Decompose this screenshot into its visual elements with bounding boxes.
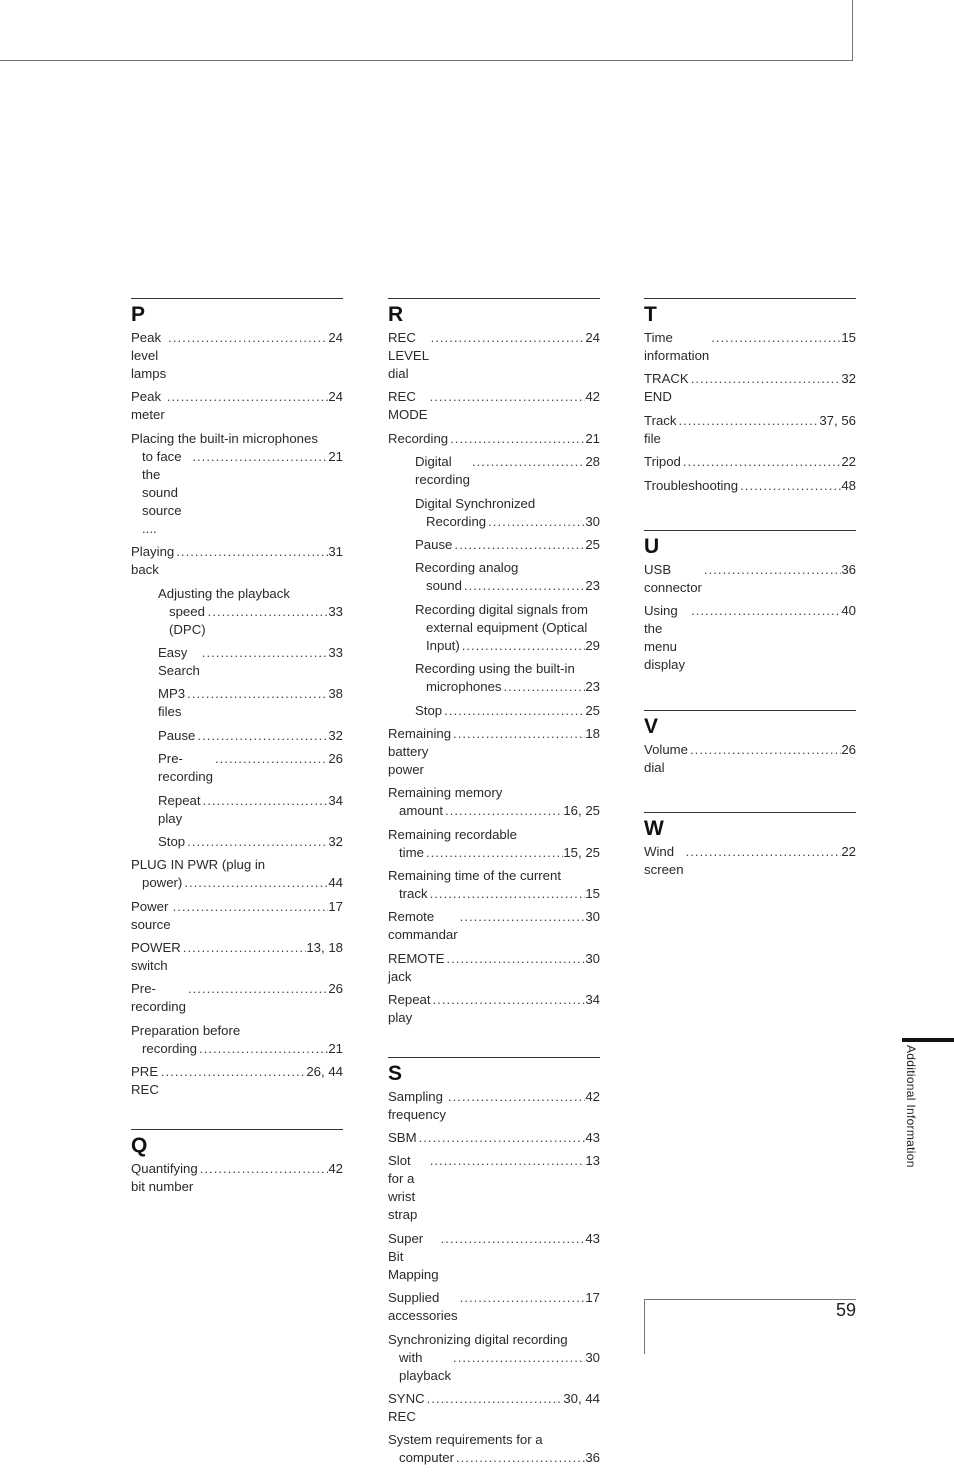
entry-term: Playing back <box>131 544 175 578</box>
dot-leader <box>190 448 328 466</box>
entry-term: REC LEVEL dial <box>388 330 429 381</box>
index-entry <box>131 388 343 424</box>
dot-leader <box>159 1063 306 1081</box>
entry-pages: 42 <box>585 389 600 405</box>
entry-last-line <box>415 678 600 696</box>
index-entry <box>388 1230 600 1284</box>
entry-list <box>644 741 856 777</box>
entry-pages: 18 <box>585 725 600 741</box>
entry-term: Volume dial <box>644 741 688 775</box>
entry-text-block <box>388 867 600 903</box>
index-entry <box>131 644 343 680</box>
page-number: 59 <box>835 1300 856 1320</box>
index-section-q <box>131 1129 343 1196</box>
entry-pages: 21 <box>585 430 600 446</box>
index-entry <box>131 1063 343 1099</box>
index-entry <box>388 725 600 779</box>
dot-leader <box>689 602 841 620</box>
entry-term: Digital recording <box>415 454 470 488</box>
entry-term-continued: microphones <box>426 679 502 695</box>
index-entry <box>388 329 600 383</box>
entry-pages: 38 <box>328 686 343 702</box>
dot-leader <box>428 885 586 903</box>
entry-term-continued: track <box>399 886 428 902</box>
entry-pages: 28 <box>585 454 600 470</box>
entry-last-line <box>415 513 600 531</box>
entry-term: Pre-recording <box>131 981 186 1015</box>
index-entry <box>388 991 600 1027</box>
entry-term: POWER switch <box>131 940 181 974</box>
dot-leader <box>439 1230 586 1248</box>
entry-term: Recording <box>388 430 449 446</box>
dot-leader <box>451 725 585 743</box>
entry-term: Stop <box>415 702 443 718</box>
entry-term: SBM <box>388 1130 417 1146</box>
entry-term: Slot for a wrist strap <box>388 1153 418 1223</box>
entry-last-line <box>388 885 600 903</box>
index-entry <box>131 898 343 934</box>
index-column-3 <box>644 298 856 885</box>
dot-leader <box>181 939 307 957</box>
dot-leader <box>681 453 841 471</box>
entry-pages: 15 <box>841 330 856 345</box>
entry-term: Using the menu display <box>644 603 686 673</box>
dot-leader <box>429 329 586 347</box>
entry-term: Track file <box>644 412 677 446</box>
index-entry <box>644 741 856 777</box>
index-entry <box>131 727 343 745</box>
index-entry <box>388 388 600 424</box>
index-entry <box>131 585 343 639</box>
entry-last-line <box>388 844 600 862</box>
entry-term: Remaining time of the current <box>388 868 561 884</box>
dot-leader <box>451 1349 585 1367</box>
dot-leader <box>417 1129 586 1147</box>
entry-pages: 33 <box>328 644 343 660</box>
entry-pages: 26 <box>328 751 343 767</box>
entry-text-block <box>131 856 343 892</box>
section-letter: W <box>644 817 664 841</box>
index-entry <box>644 477 856 495</box>
entry-list <box>131 1160 343 1196</box>
entry-term: Synchronizing digital recording <box>388 1331 568 1347</box>
entry-term: Quantifying bit number <box>131 1160 198 1194</box>
entry-text-block <box>415 495 600 531</box>
entry-last-line <box>131 874 343 892</box>
entry-pages: 42 <box>585 1088 600 1104</box>
entry-pages: 21 <box>328 1040 343 1056</box>
entry-pages: 23 <box>585 578 600 594</box>
index-section-s <box>388 1057 600 1468</box>
index-entry <box>644 453 856 471</box>
entry-text-block <box>415 601 600 655</box>
entry-pages: 17 <box>585 1290 600 1306</box>
entry-term-continued: sound <box>426 578 462 594</box>
section-letter: V <box>644 714 659 738</box>
entry-pages: 30 <box>585 1349 600 1365</box>
entry-text-block <box>388 826 600 862</box>
index-entry <box>388 1088 600 1124</box>
entry-last-line <box>131 448 343 538</box>
entry-text-block <box>131 1022 343 1058</box>
entry-term: Time information <box>644 330 710 363</box>
index-entry <box>131 980 343 1016</box>
index-entry <box>131 329 343 383</box>
entry-pages: 31 <box>328 544 343 560</box>
entry-pages: 26 <box>841 741 856 757</box>
entry-list <box>644 561 856 674</box>
index-entry <box>388 908 600 944</box>
index-entry <box>388 495 600 531</box>
dot-leader <box>462 577 585 595</box>
entry-term: Power source <box>131 898 171 932</box>
entry-last-line <box>415 577 600 595</box>
index-entry <box>644 561 856 597</box>
entry-pages: 22 <box>841 454 856 470</box>
entry-term-continued: computer <box>399 1450 454 1466</box>
dot-leader <box>443 802 563 820</box>
dot-leader <box>458 908 586 926</box>
entry-text-block <box>131 430 343 538</box>
entry-pages: 13, 18 <box>306 940 343 956</box>
entry-term: REC MODE <box>388 389 428 423</box>
dot-leader <box>738 477 841 495</box>
dot-leader <box>425 1390 564 1408</box>
entry-term: Stop <box>158 833 186 849</box>
dot-leader <box>201 792 329 810</box>
entry-pages: 23 <box>585 679 600 695</box>
dot-leader <box>442 702 585 720</box>
entry-last-line <box>158 603 343 639</box>
entry-term: Repeat play <box>158 792 201 826</box>
entry-last-line <box>415 637 600 655</box>
dot-leader <box>165 388 329 406</box>
entry-term-continued: Input) <box>426 637 460 653</box>
entry-term: Sampling frequency <box>388 1088 446 1122</box>
index-entry <box>388 453 600 489</box>
index-entry <box>388 536 600 554</box>
entry-pages: 26, 44 <box>306 1064 343 1080</box>
dot-leader <box>688 741 841 759</box>
index-entry <box>644 329 856 365</box>
dot-leader <box>428 388 586 406</box>
entry-term: Easy Search <box>158 644 200 678</box>
index-entry <box>131 1160 343 1196</box>
entry-pages: 24 <box>328 330 343 345</box>
index-entry <box>388 1289 600 1325</box>
entry-pages: 21 <box>328 448 343 464</box>
entry-pages: 30 <box>585 909 600 925</box>
header-rule <box>0 60 853 61</box>
entry-term: Adjusting the playback <box>158 585 290 601</box>
dot-leader <box>182 874 328 892</box>
index-section-r <box>388 298 600 1027</box>
index-column-1 <box>131 298 343 1201</box>
section-letter: R <box>388 303 404 326</box>
entry-pages: 22 <box>841 844 856 860</box>
entry-pages: 37, 56 <box>819 412 856 428</box>
dot-leader <box>185 833 328 851</box>
entry-pages: 29 <box>585 637 600 653</box>
entry-term: PLUG IN PWR (plug in <box>131 857 266 873</box>
entry-pages: 24 <box>585 330 600 345</box>
entry-term-continued: with playback <box>399 1349 452 1383</box>
entry-term: Peak level lamps <box>131 330 167 381</box>
entry-term-continued: speed (DPC) <box>169 603 206 637</box>
entry-text-block <box>388 784 600 820</box>
entry-term: SYNC REC <box>388 1390 425 1424</box>
entry-pages: 48 <box>841 477 856 493</box>
index-entry <box>131 939 343 975</box>
index-section-t <box>644 298 856 495</box>
entry-term: Troubleshooting <box>644 477 739 493</box>
entry-term: Repeat play <box>388 992 431 1026</box>
entry-pages: 17 <box>328 898 343 914</box>
entry-term: PRE REC <box>131 1064 159 1098</box>
entry-term: Remaining memory <box>388 785 503 801</box>
entry-pages: 25 <box>585 702 600 718</box>
dot-leader <box>448 430 585 448</box>
dot-leader <box>213 750 328 768</box>
section-letter: Q <box>131 1133 148 1157</box>
entry-term-continued: recording <box>142 1040 197 1056</box>
index-entry <box>388 1331 600 1385</box>
index-entry <box>131 1022 343 1058</box>
entry-term: Peak meter <box>131 389 165 423</box>
entry-term: Preparation before <box>131 1022 241 1038</box>
dot-leader <box>452 536 585 554</box>
dot-leader <box>709 329 841 347</box>
entry-term: MP3 files <box>158 686 186 720</box>
index-entry <box>388 1390 600 1426</box>
index-entry <box>388 784 600 820</box>
side-tab-label: Additional Information <box>904 1045 918 1168</box>
entry-pages: 26 <box>328 981 343 997</box>
index-section-w <box>644 812 856 879</box>
entry-pages: 16, 25 <box>563 803 600 819</box>
index-column-2 <box>388 298 600 1473</box>
dot-leader <box>197 1040 328 1058</box>
section-letter: P <box>131 303 146 326</box>
entry-pages: 34 <box>328 792 343 808</box>
entry-pages: 36 <box>841 561 856 577</box>
dot-leader <box>684 843 842 861</box>
dot-leader <box>676 412 819 430</box>
entry-text-block <box>388 1431 600 1467</box>
entry-last-line <box>388 1449 600 1467</box>
entry-term: USB connector <box>644 561 702 595</box>
dot-leader <box>486 513 585 531</box>
entry-pages: 43 <box>585 1130 600 1146</box>
dot-leader <box>444 950 585 968</box>
entry-term-continued: power) <box>142 875 183 891</box>
entry-term-continued: external equipment (Optical <box>426 619 588 635</box>
entry-term: Recording using the built-in <box>415 661 575 677</box>
index-entry <box>388 1431 600 1467</box>
index-entry <box>388 950 600 986</box>
entry-term: Pause <box>415 536 453 552</box>
dot-leader <box>186 980 328 998</box>
side-tab-marker <box>902 1038 954 1042</box>
index-entry <box>388 1152 600 1224</box>
entry-pages: 34 <box>585 992 600 1008</box>
footer-corner-line <box>644 1299 645 1354</box>
entry-term: Recording analog <box>415 560 519 576</box>
index-entry <box>131 833 343 851</box>
entry-pages: 30 <box>585 513 600 529</box>
entry-pages: 44 <box>328 875 343 891</box>
index-entry <box>131 430 343 538</box>
dot-leader <box>428 1152 586 1170</box>
entry-pages: 36 <box>585 1450 600 1466</box>
dot-leader <box>454 1449 585 1467</box>
index-entry <box>131 543 343 579</box>
entry-term-continued: amount <box>399 803 443 819</box>
index-entry <box>388 601 600 655</box>
entry-term: REMOTE jack <box>388 950 445 984</box>
index-entry <box>388 430 600 448</box>
entry-last-line <box>131 1040 343 1058</box>
entry-pages: 32 <box>328 833 343 849</box>
entry-term: Pause <box>158 727 196 743</box>
dot-leader <box>502 678 586 696</box>
index-entry <box>131 685 343 721</box>
index-entry <box>131 856 343 892</box>
entry-pages: 43 <box>585 1230 600 1246</box>
entry-term: Remaining battery power <box>388 725 452 777</box>
dot-leader <box>174 543 328 561</box>
entry-pages: 30 <box>585 950 600 966</box>
entry-term: Wind screen <box>644 844 684 878</box>
entry-term: Placing the built-in microphones <box>131 430 318 446</box>
index-section-v <box>644 710 856 777</box>
entry-pages: 25 <box>585 536 600 552</box>
entry-term: Super Bit Mapping <box>388 1230 439 1282</box>
entry-term-continued: to face the sound source .... <box>142 448 182 536</box>
entry-term: Pre-recording <box>158 751 213 785</box>
index-entry <box>644 370 856 406</box>
section-letter: T <box>644 303 657 326</box>
index-entry <box>388 1129 600 1147</box>
entry-term: Digital Synchronized <box>415 495 536 511</box>
dot-leader <box>185 685 328 703</box>
entry-pages: 24 <box>328 389 343 405</box>
dot-leader <box>166 329 328 347</box>
entry-term: TRACK END <box>644 371 689 405</box>
entry-list <box>388 329 600 1027</box>
index-entry <box>131 750 343 786</box>
dot-leader <box>460 637 586 655</box>
entry-term-continued: Recording <box>426 513 487 529</box>
index-entry <box>388 867 600 903</box>
dot-leader <box>431 991 586 1009</box>
dot-leader <box>689 370 842 388</box>
entry-pages: 32 <box>841 371 856 387</box>
entry-term-continued: time <box>399 844 424 860</box>
dot-leader <box>458 1289 586 1307</box>
index-section-u <box>644 530 856 674</box>
dot-leader <box>446 1088 585 1106</box>
dot-leader <box>195 727 328 745</box>
entry-text-block <box>415 660 600 696</box>
entry-text-block <box>388 1331 600 1385</box>
index-entry <box>388 660 600 696</box>
index-entry <box>644 843 856 879</box>
dot-leader <box>702 561 841 579</box>
dot-leader <box>200 644 329 662</box>
entry-pages: 15 <box>585 886 600 902</box>
dot-leader <box>171 898 329 916</box>
entry-pages: 42 <box>328 1160 343 1176</box>
dot-leader <box>470 453 585 471</box>
index-entry <box>644 602 856 674</box>
entry-term: Remote commandar <box>388 909 458 943</box>
entry-text-block <box>415 559 600 595</box>
entry-list <box>131 329 343 1099</box>
entry-term: Supplied accessories <box>388 1290 458 1324</box>
index-entry <box>388 826 600 862</box>
entry-term: Tripod <box>644 454 681 470</box>
section-letter: U <box>644 534 660 558</box>
index-entry <box>388 559 600 595</box>
dot-leader <box>206 603 329 621</box>
entry-text-block <box>158 585 343 639</box>
dot-leader <box>424 844 563 862</box>
index-section-p <box>131 298 343 1099</box>
entry-term: System requirements for a <box>388 1432 543 1448</box>
entry-term: Recording digital signals from <box>415 601 588 617</box>
index-entry <box>388 702 600 720</box>
section-letter: S <box>388 1061 403 1085</box>
entry-last-line <box>388 802 600 820</box>
index-entry <box>131 792 343 828</box>
header-corner-line <box>852 0 853 61</box>
entry-pages: 32 <box>328 727 343 743</box>
entry-list <box>388 1088 600 1468</box>
entry-list <box>644 329 856 495</box>
dot-leader <box>198 1160 329 1178</box>
entry-pages: 30, 44 <box>563 1390 600 1406</box>
entry-list <box>644 843 856 879</box>
index-entry <box>644 412 856 448</box>
entry-pages: 40 <box>841 603 856 619</box>
entry-pages: 33 <box>328 603 343 619</box>
entry-pages: 13 <box>585 1153 600 1169</box>
entry-pages: 15, 25 <box>563 844 600 860</box>
entry-term: Remaining recordable <box>388 826 518 842</box>
